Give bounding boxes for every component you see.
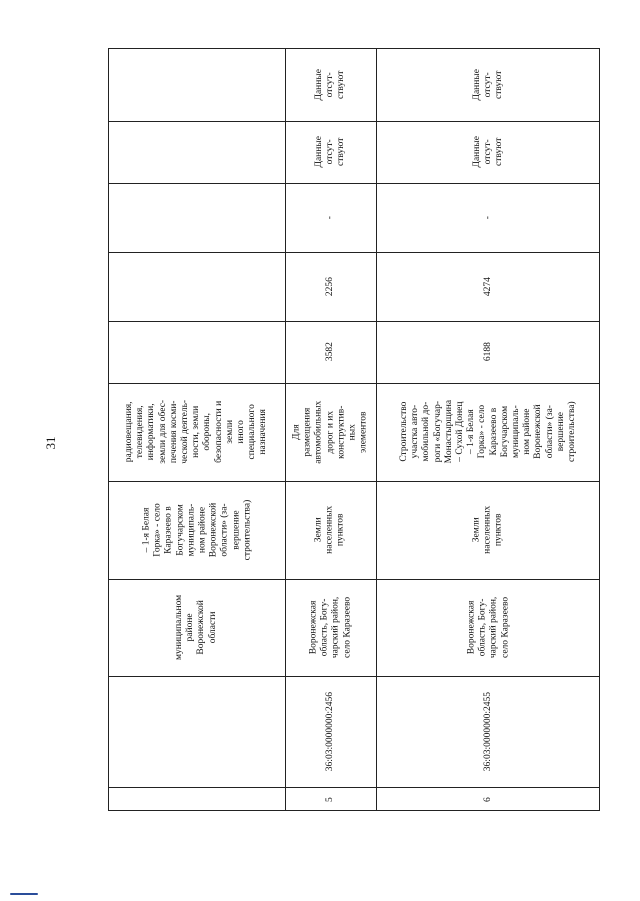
row6-address-text: Воронежская область, Богу- чарский район, село Каразеево xyxy=(466,596,510,659)
cell-row5-cadastral xyxy=(285,676,376,787)
cell-prev-purpose xyxy=(109,481,285,579)
row5-area2-text: 2256 xyxy=(324,276,335,296)
row6-dash-text: - xyxy=(482,215,493,220)
cell-row5-col-a xyxy=(285,121,376,183)
cell-row5-area2 xyxy=(285,252,376,321)
cell-row5-purpose xyxy=(285,383,376,481)
cell-prev-address xyxy=(109,579,285,676)
prev-category-text: радиовещания, телевидения, информатики, земли для обес- печения косми- ческой деятель- ности, земли обороны, безопасности и земли иного специального назначения xyxy=(124,400,269,464)
cell-row5-dash xyxy=(285,183,376,252)
row6-category-text: Земли населенных пунктов xyxy=(471,505,505,555)
row5-cadastral-text: 36:03:0000000:2456 xyxy=(324,691,335,772)
row6-cadastral-text: 36:03:0000000:2455 xyxy=(482,691,493,772)
row6-num-text: 6 xyxy=(482,797,493,802)
row6-area1-text: 6188 xyxy=(482,342,493,362)
cell-row5-address xyxy=(285,579,376,676)
row5-num-text: 5 xyxy=(324,797,335,802)
cell-row6-area1 xyxy=(376,321,601,383)
cell-row6-address xyxy=(376,579,601,676)
row6-purpose-text: Строительство участка авто- мобильной до- роги «Богучар- Монастырщина – Сухой Донец – 1-я Белая Горка» - село Каразеево в Богучарском муниципаль- ном районе Воронежской области» (за- вершение строительства) xyxy=(398,400,577,464)
row5-area1-text: 3582 xyxy=(324,342,335,362)
cell-row6-dash xyxy=(376,183,601,252)
row5-category-text: Земли населенных пунктов xyxy=(313,505,347,555)
cell-row6-purpose xyxy=(376,383,601,481)
cell-row6-num xyxy=(376,787,601,812)
cell-row6-area2 xyxy=(376,252,601,321)
row6-area2-text: 4274 xyxy=(482,276,493,296)
row6-col-a-text: Данные отсут- ствуют xyxy=(471,136,505,168)
cell-row5-num xyxy=(285,787,376,812)
row5-col-a-text: Данные отсут- ствуют xyxy=(313,136,347,168)
cell-prev-category xyxy=(109,383,285,481)
prev-address-text: муниципальном районе Воронежской области xyxy=(174,594,219,661)
row5-address-text: Воронежская область, Богу- чарский район, село Каразеево xyxy=(308,596,352,659)
row5-dash-text: - xyxy=(324,215,335,220)
cell-row5-category xyxy=(285,481,376,579)
cell-row6-col-b xyxy=(376,49,601,121)
cell-row6-col-a xyxy=(376,121,601,183)
cell-row5-area1 xyxy=(285,321,376,383)
cell-row6-cadastral xyxy=(376,676,601,787)
cell-row5-col-b xyxy=(285,49,376,121)
page-number: 31 xyxy=(43,436,58,450)
row5-purpose-text: Для размещения автомобильных дорог и их конструктив- ных элементов xyxy=(291,400,369,464)
row5-col-b-text: Данные отсут- ствуют xyxy=(313,69,347,101)
scan-mark xyxy=(10,893,38,895)
row6-col-b-text: Данные отсут- ствуют xyxy=(471,69,505,101)
land-plots-table xyxy=(108,48,600,811)
cell-row6-category xyxy=(376,481,601,579)
prev-purpose-text: – 1-я Белая Горка» - село Каразеево в Богучарском муниципаль- ном районе Воронежской области» (за- вершение строительства) xyxy=(140,499,252,561)
